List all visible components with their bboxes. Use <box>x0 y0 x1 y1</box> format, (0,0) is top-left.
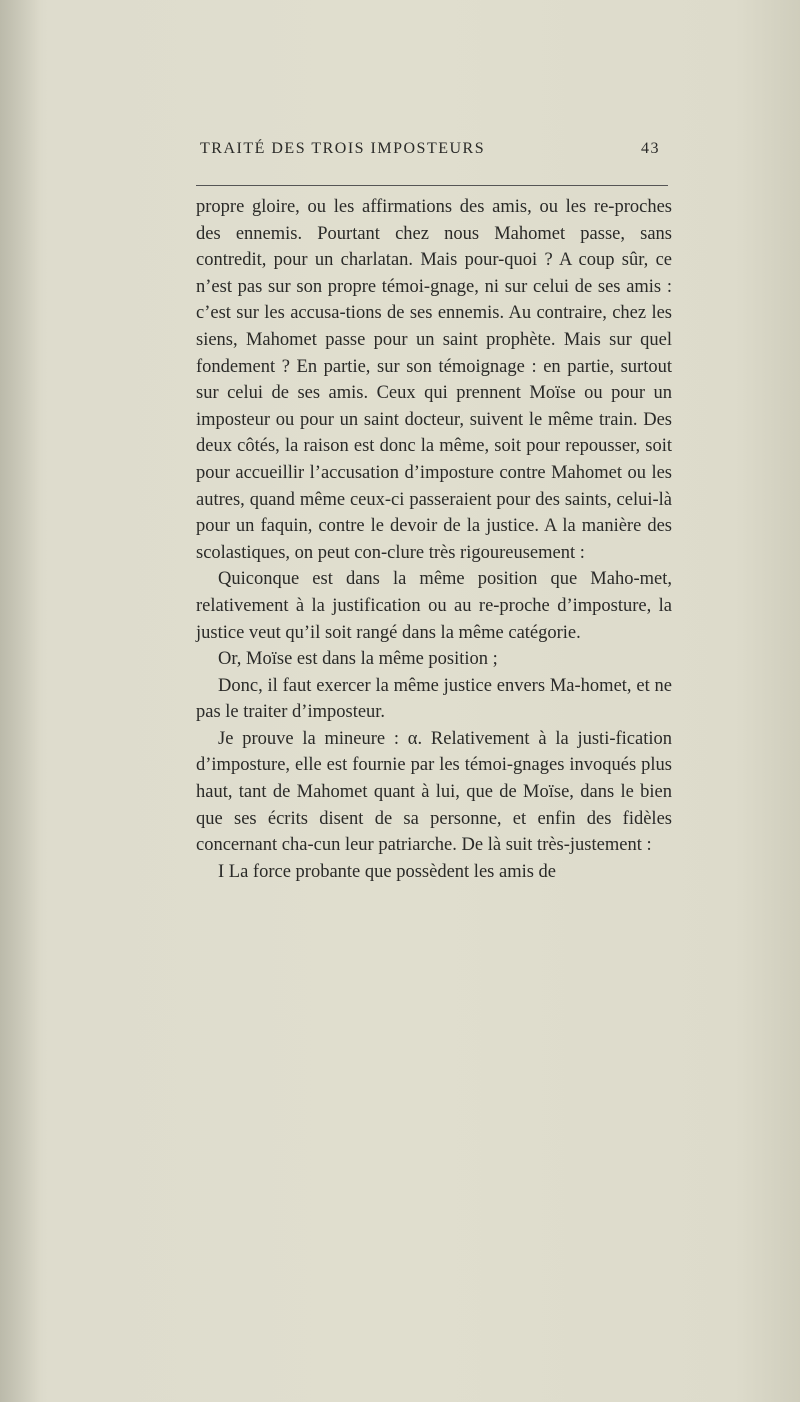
paragraph: Je prouve la mineure : α. Relativement à la justi-fication d’imposture, elle est fournie par les témoi-gnages invoqués plus haut, tant de Mahomet quant à lui, que de Moïse, dans le bien que ses écrits disent de sa personne, et enfin des fidèles concernant cha-cun leur patriarche. De là suit très-justement : <box>196 728 672 856</box>
paragraph: Quiconque est dans la même position que Maho-met, relativement à la justification ou au re-proche d’imposture, la justice veut qu’il soit rangé dans la même catégorie. <box>196 569 672 643</box>
paragraph: Or, Moïse est dans la même position ; <box>218 649 498 670</box>
paragraph: Donc, il faut exercer la même justice envers Ma-homet, et ne pas le traiter d’imposteur. <box>196 675 672 723</box>
paragraph: propre gloire, ou les affirmations des amis, ou les re-proches des ennemis. Pourtant chez nous Mahomet passe, sans contredit, pour un charlatan. Mais pour-quoi ? A coup sûr, ce n’est pas sur son propre témoi-gnage, ni sur celui de ses amis : c’est sur les accusa-tions de ses ennemis. Au contraire, chez les siens, Mahomet passe pour un saint prophète. Mais sur quel fondement ? En partie, sur son témoignage : en partie, surtout sur celui de ses amis. Ceux qui prennent Moïse ou pour un imposteur ou pour un saint docteur, suivent le même train. Des deux côtés, la raison est donc la même, soit pour repousser, soit pour accueillir l’accusation d’imposture contre Mahomet ou les autres, quand même ceux-ci passeraient pour des saints, celui-là pour un faquin, contre le devoir de la justice. A la manière des scolastiques, on peut con-clure très rigoureusement : <box>196 197 672 563</box>
running-title: TRAITÉ DES TROIS IMPOSTEURS <box>200 140 486 157</box>
body-text <box>196 194 672 885</box>
page-number: 43 <box>641 140 660 157</box>
running-header <box>200 140 660 164</box>
header-rule <box>196 185 668 186</box>
paragraph: I La force probante que possèdent les amis de <box>218 861 557 882</box>
